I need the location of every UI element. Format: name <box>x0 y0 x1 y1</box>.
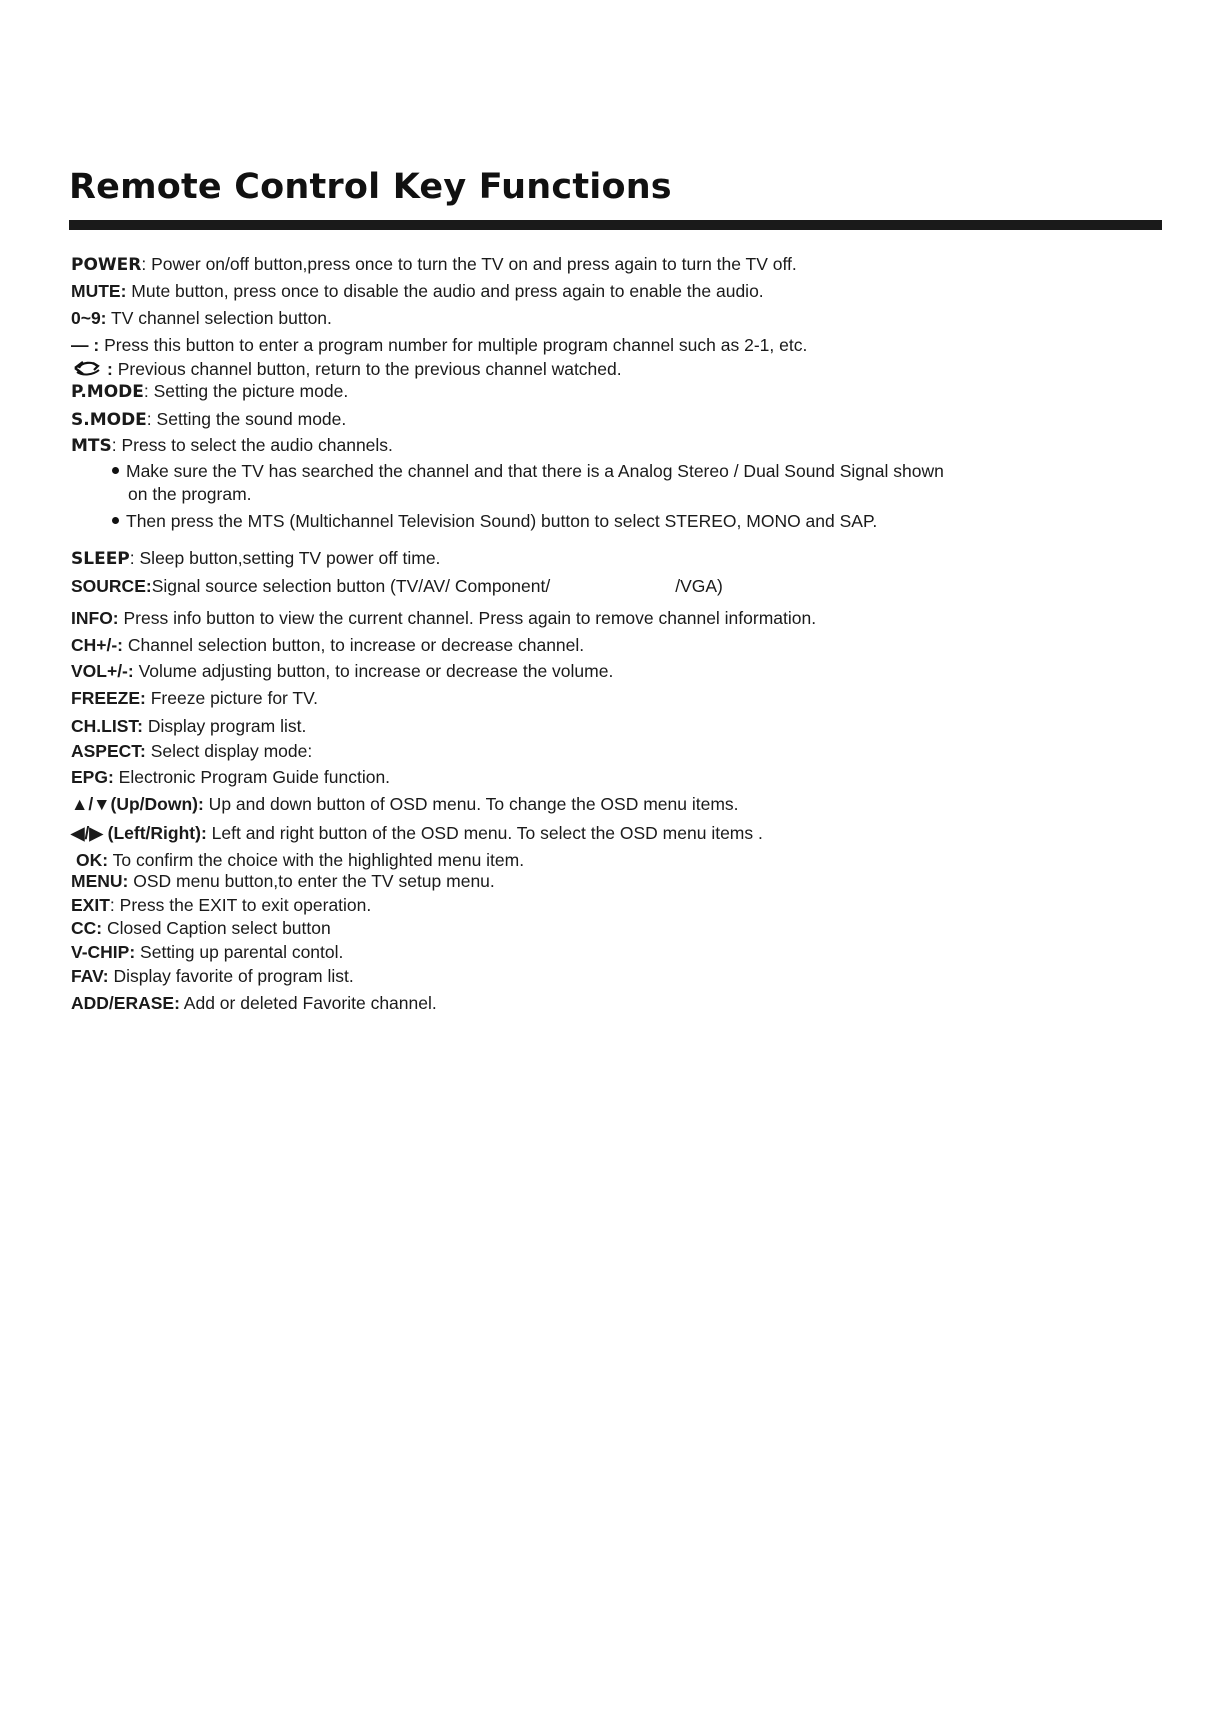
item-pmode: P.MODE: Setting the picture mode. <box>71 381 349 402</box>
item-text: Select display mode: <box>145 741 313 761</box>
item-text: OSD menu button,to enter the TV setup menu. <box>128 871 495 891</box>
bullet-icon <box>112 517 119 524</box>
title-rule <box>69 220 1162 230</box>
item-key: OK: <box>76 850 109 870</box>
item-text: Signal source selection button (TV/AV/ Component/ <box>151 576 551 596</box>
item-recall <box>71 361 622 379</box>
item-epg <box>71 769 390 787</box>
item-text: Setting up parental contol. <box>135 942 344 962</box>
item-key: ▲/▼(Up/Down): <box>71 794 204 814</box>
item-text: Setting the sound mode. <box>151 409 347 429</box>
item-key: POWER <box>71 255 142 275</box>
item-text: Press the EXIT to exit operation. <box>114 895 372 915</box>
item-text: Volume adjusting button, to increase or decrease the volume. <box>133 661 614 681</box>
item-exit: EXIT: Press the EXIT to exit operation. <box>71 895 372 915</box>
item-key: V-CHIP: <box>71 942 136 962</box>
item-sleep: SLEEP: Sleep button,setting TV power off time. <box>71 548 441 569</box>
item-key: — : <box>71 335 100 355</box>
item-text: Channel selection button, to increase or decrease channel. <box>123 635 585 655</box>
item-text: Electronic Program Guide function. <box>113 767 391 787</box>
item-ch <box>71 637 584 655</box>
item-text: Press to select the audio channels. <box>116 435 393 455</box>
item-text: Left and right button of the OSD menu. To select the OSD menu items . <box>206 823 763 843</box>
item-text: TV channel selection button. <box>106 308 332 328</box>
item-key: MENU: <box>71 871 129 891</box>
item-text: To confirm the choice with the highlighted menu item. <box>108 850 525 870</box>
item-digits <box>71 310 332 328</box>
item-text: Power on/off button,press once to turn the TV on and press again to turn the TV off. <box>146 254 797 274</box>
item-vchip <box>71 944 343 962</box>
item-key: ASPECT: <box>71 741 146 761</box>
item-key: CH.LIST: <box>71 716 143 736</box>
item-key: MTS <box>71 436 112 456</box>
mts-bullet-1-cont <box>128 486 252 504</box>
item-mute <box>71 283 764 301</box>
item-fav <box>71 968 354 986</box>
item-menu <box>71 873 495 891</box>
item-text: Closed Caption select button <box>102 918 331 938</box>
item-aspect <box>71 743 312 761</box>
item-text-suffix: /VGA) <box>675 576 723 596</box>
item-ok <box>76 852 524 870</box>
item-leftright <box>71 825 763 843</box>
item-key: VOL+/-: <box>71 661 134 681</box>
item-text: on the program. <box>128 484 252 504</box>
item-key: : <box>107 359 113 379</box>
item-key: FAV: <box>71 966 109 986</box>
item-power: POWER: Power on/off button,press once to turn the TV on and press again to turn the TV off. <box>71 254 797 275</box>
item-key: CH+/-: <box>71 635 124 655</box>
item-key: FREEZE: <box>71 688 146 708</box>
item-mts: MTS: Press to select the audio channels. <box>71 435 393 456</box>
item-dash <box>71 337 807 355</box>
mts-bullet-2 <box>112 513 877 531</box>
item-text: Display favorite of program list. <box>108 966 354 986</box>
item-key: INFO: <box>71 608 119 628</box>
item-text: Up and down button of OSD menu. To change the OSD menu items. <box>203 794 739 814</box>
item-adderase <box>71 995 437 1013</box>
item-text: Sleep button,setting TV power off time. <box>134 548 441 568</box>
item-key: 0~9: <box>71 308 107 328</box>
mts-bullet-1 <box>112 463 944 481</box>
item-info <box>71 610 816 628</box>
item-key: ◀/▶ (Left/Right): <box>71 823 207 843</box>
item-key: EXIT <box>71 895 110 915</box>
bullet-icon <box>112 467 119 474</box>
item-key: P.MODE <box>71 382 144 402</box>
item-text: Then press the MTS (Multichannel Television Sound) button to select STEREO, MONO and SAP. <box>126 511 878 531</box>
item-key: ADD/ERASE: <box>71 993 180 1013</box>
item-chlist <box>71 718 306 736</box>
item-text: Previous channel button, return to the previous channel watched. <box>112 359 622 379</box>
recall-icon <box>71 359 107 377</box>
item-smode: S.MODE: Setting the sound mode. <box>71 409 347 430</box>
page-title: Remote Control Key Functions <box>69 167 672 207</box>
item-key: SLEEP <box>71 549 130 569</box>
item-key: S.MODE <box>71 410 147 430</box>
item-key: MUTE: <box>71 281 127 301</box>
item-text: Press info button to view the current channel. Press again to remove channel information. <box>118 608 817 628</box>
item-text: Display program list. <box>142 716 307 736</box>
item-key: CC: <box>71 918 103 938</box>
item-source <box>71 578 723 596</box>
item-cc <box>71 920 331 938</box>
item-updown <box>71 796 739 814</box>
item-text: Mute button, press once to disable the audio and press again to enable the audio. <box>126 281 764 301</box>
item-vol <box>71 663 613 681</box>
item-key: EPG: <box>71 767 114 787</box>
item-freeze <box>71 690 318 708</box>
item-text: Press this button to enter a program number for multiple program channel such as 2-1, etc. <box>99 335 808 355</box>
item-text: Setting the picture mode. <box>148 381 349 401</box>
item-text: Add or deleted Favorite channel. <box>179 993 437 1013</box>
item-text: Freeze picture for TV. <box>145 688 319 708</box>
item-text: Make sure the TV has searched the channel and that there is a Analog Stereo / Dual Sound Signal shown <box>126 461 944 481</box>
item-key: SOURCE: <box>71 576 152 596</box>
